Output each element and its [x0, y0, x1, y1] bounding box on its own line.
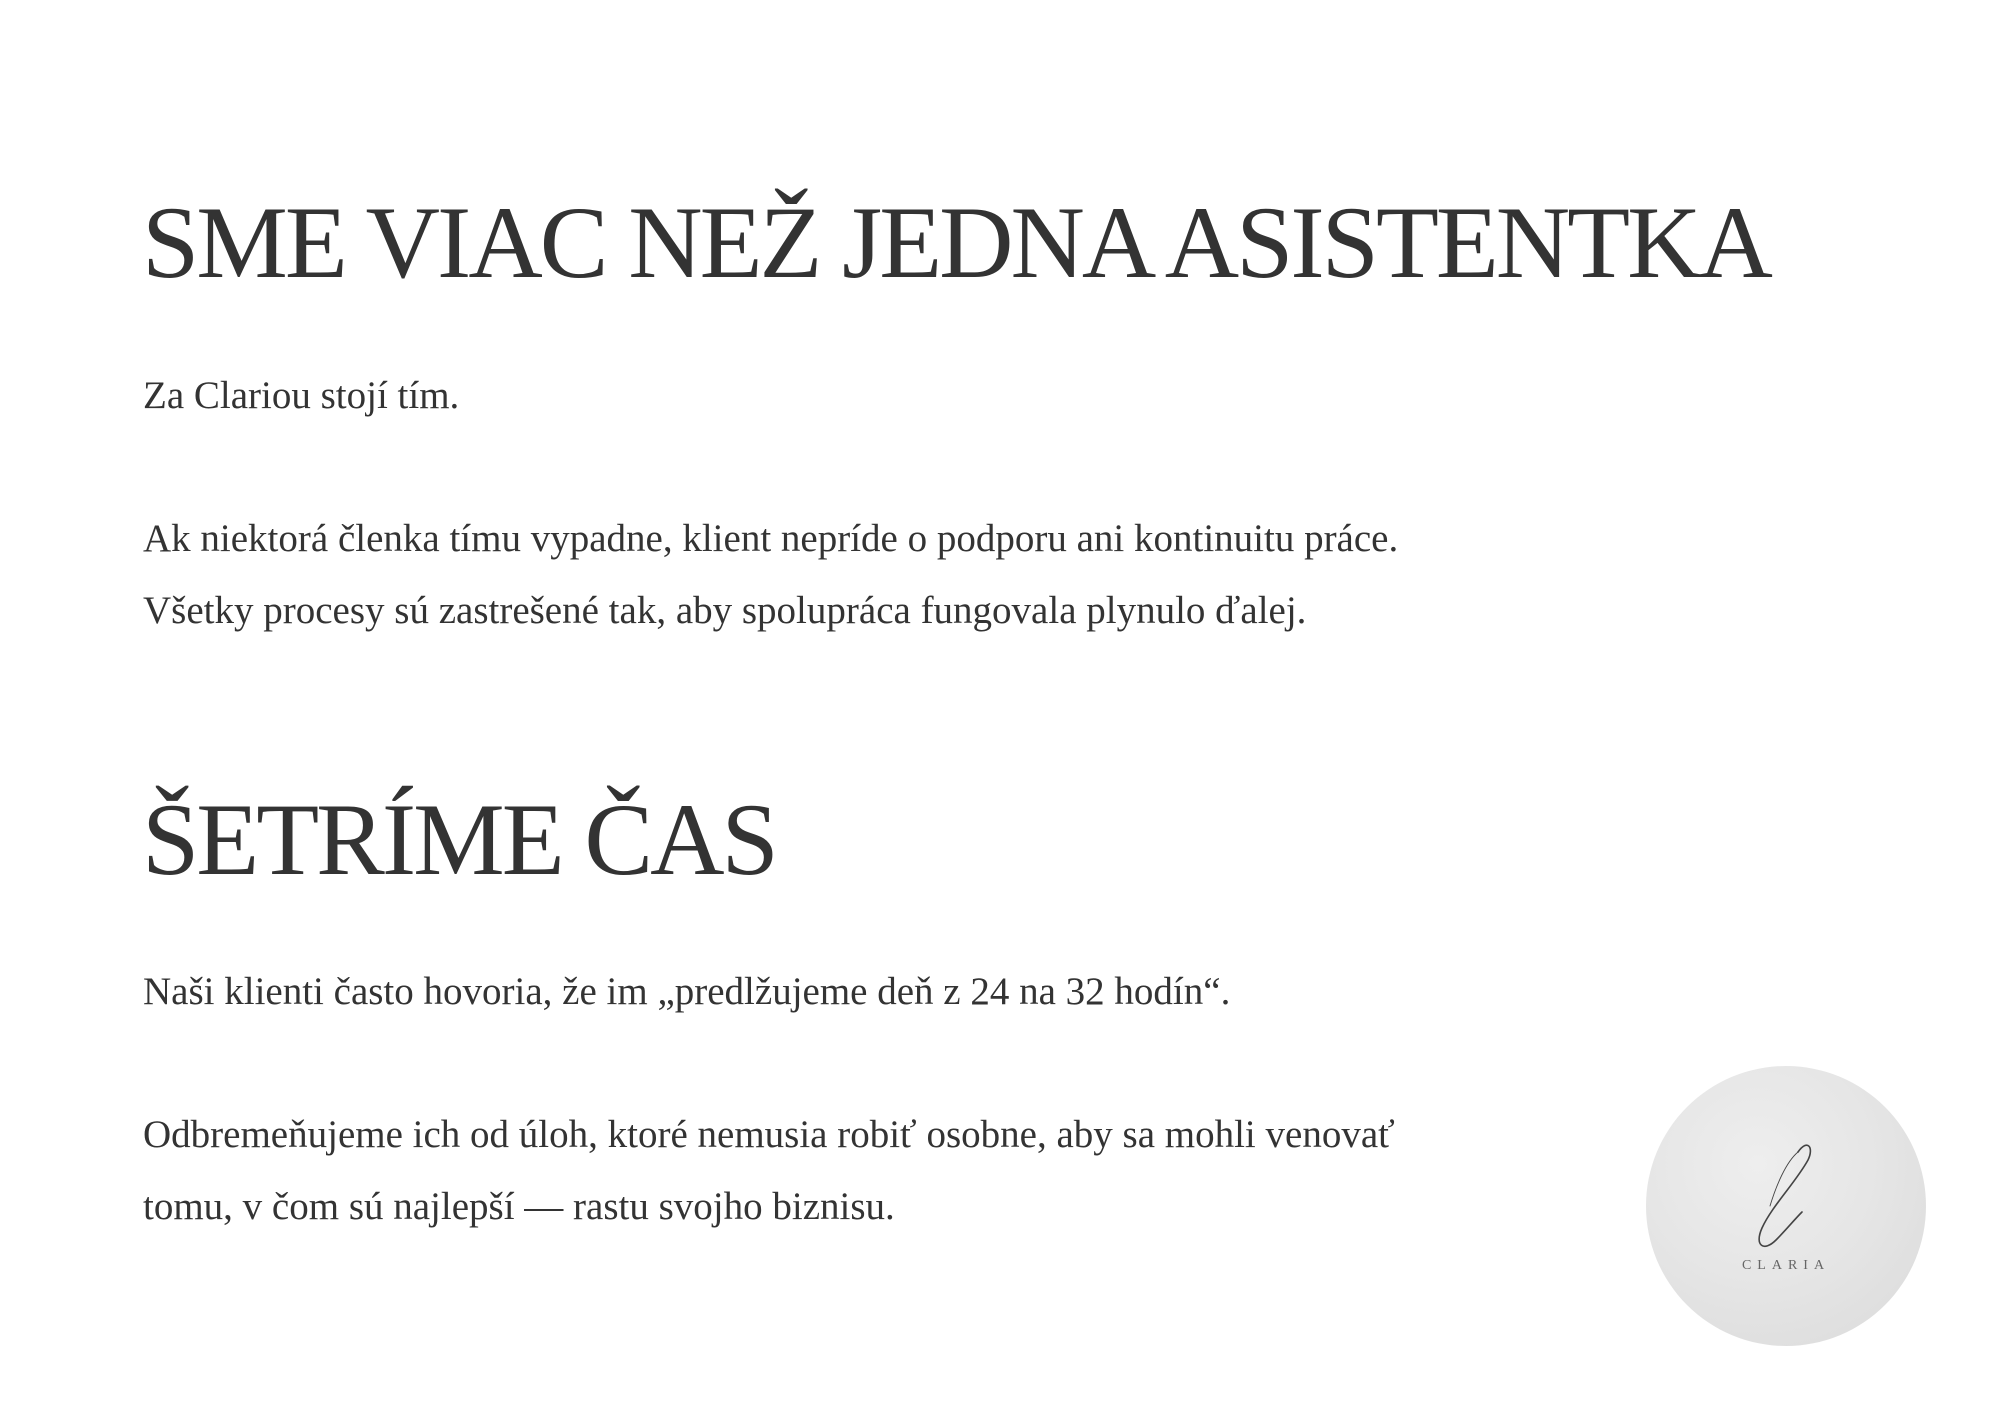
paragraph-line: tomu, v čom sú najlepší — rastu svojho biznisu. [143, 1185, 895, 1228]
claria-logo [1646, 1066, 1926, 1346]
paragraph-line: Odbremeňujeme ich od úloh, ktoré nemusia robiť osobne, aby sa mohli venovať [143, 1113, 1395, 1156]
heading-team: SME VIAC NEŽ JEDNA ASISTENTKA [142, 186, 1770, 300]
script-c-icon [1646, 1066, 1926, 1346]
paragraph-line: Ak niektorá členka tímu vypadne, klient nepríde o podporu ani kontinuitu práce. [143, 517, 1399, 560]
paragraph-time-quote [143, 956, 1230, 1028]
paragraph-team-intro [143, 360, 459, 432]
heading-time: ŠETRÍME ČAS [142, 783, 776, 897]
logo-wordmark: CLARIA [1741, 1258, 1831, 1273]
paragraph-line: Všetky procesy sú zastrešené tak, aby spolupráca fungovala plynulo ďalej. [143, 589, 1307, 632]
paragraph-team-continuity [143, 503, 1398, 647]
paragraph-time-relief [143, 1099, 1395, 1243]
paragraph-line: Za Clariou stojí tím. [143, 374, 460, 417]
paragraph-line: Naši klienti často hovoria, že im „predlžujeme deň z 24 na 32 hodín“. [143, 970, 1231, 1013]
